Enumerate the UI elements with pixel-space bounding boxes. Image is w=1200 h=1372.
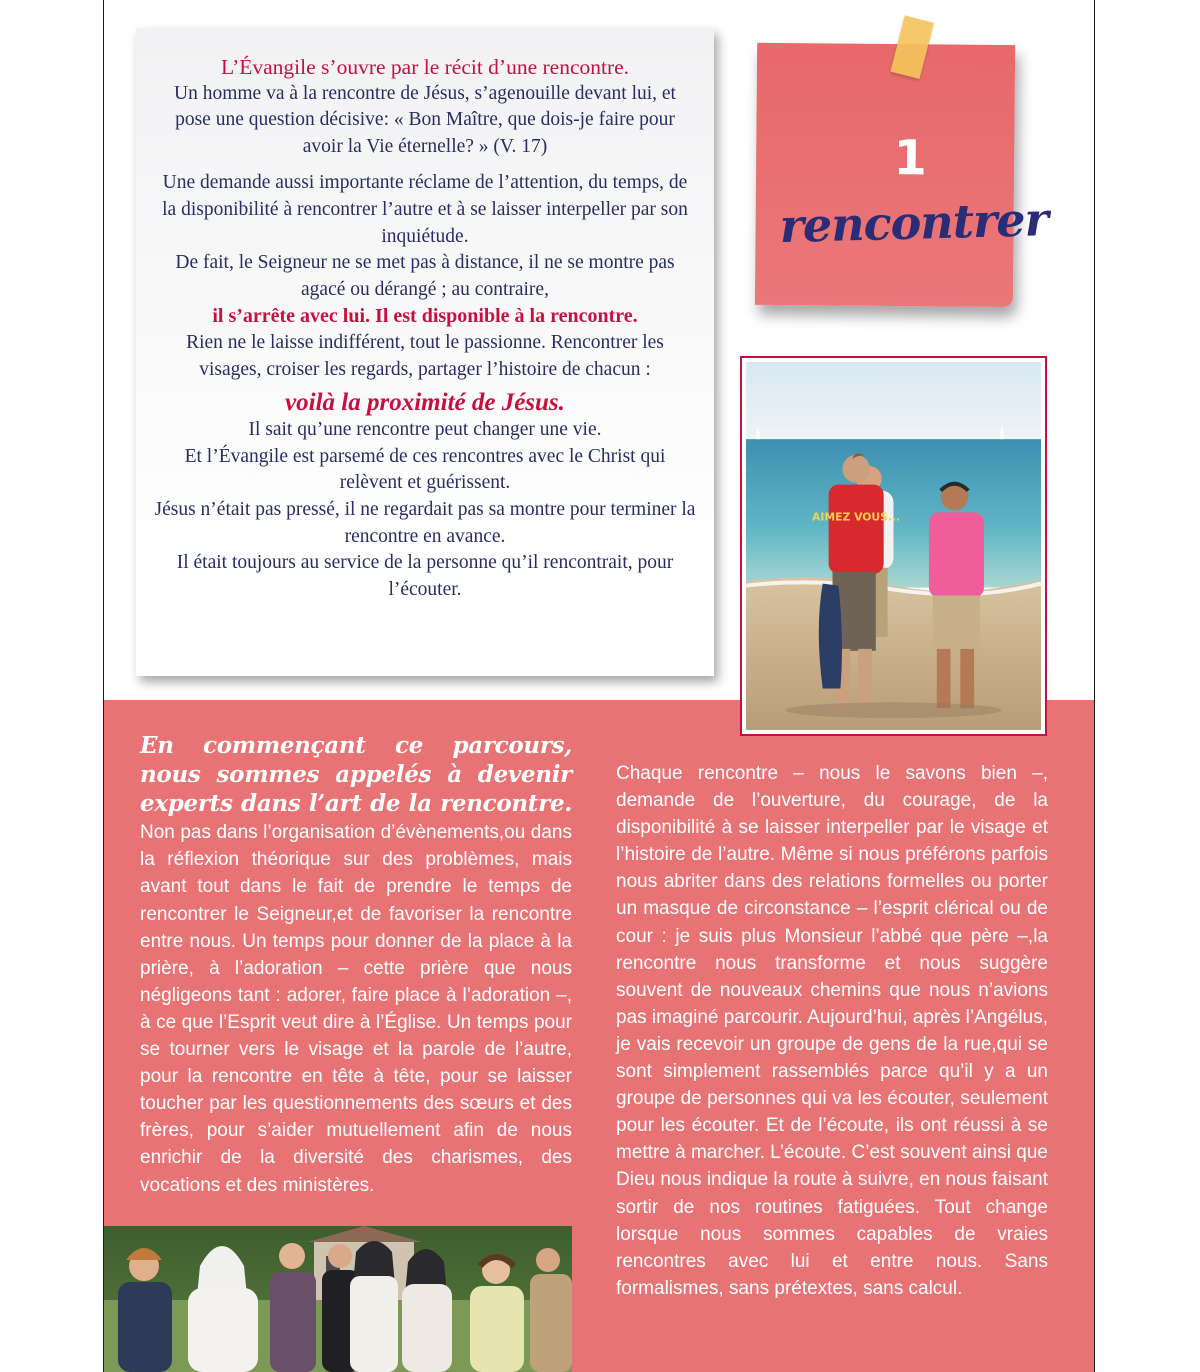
left-column-lead: En commençant ce parcours, nous sommes appelés à devenir experts dans l’art de la rencontre. <box>140 732 572 818</box>
intro-headline: L’Évangile s’ouvre par le récit d’une rencontre. <box>220 55 630 79</box>
right-column <box>616 760 1048 1302</box>
beach-photo <box>740 356 1047 736</box>
intro-script-line: voilà la proximité de Jésus. <box>285 389 565 417</box>
right-column-body: Chaque rencontre – nous le savons bien –, demande de l’ouverture, du courage, de la disponibilité à se laisser interpeller par le visage et l’histoire de l’autre. Même si nous préférons parfois nous abriter dans des relations formelles ou porter un masque de circonstance – l’esprit clérical ou de cour : je suis plus Monsieur l’abbé que père –,la rencontre nous transforme et nous suggère souvent de nouveaux chemins que nous n’avions pas imaginé parcourir. Aujourd’hui, après l’Angélus, je vais recevoir un groupe de gens de la rue,qui se sont simplement rassemblés parce qu’il y a un groupe de personnes qui va les écouter, seulement pour les écouter. Et de l’écoute, ils ont réussi à se mettre à marcher. L’écoute. C’est souvent ainsi que Dieu nous indique la route à suivre, en nous faisant sortir de nos routines fatiguées. Tout change lorsque nous sommes capables de vraies rencontres avec lui et entre nous. Sans formalismes, sans prétextes, sans calcul. <box>616 763 1048 1299</box>
intro-paragraph-4a: Il sait qu’une rencontre peut changer une vie. <box>248 419 602 441</box>
left-column-body: Non pas dans l’organisation d’évènements,ou dans la réflexion théorique sur des problèmes, mais avant tout dans le fait de prendre le temps de rencontrer le Seigneur,et de favoriser la rencontre entre nous. Un temps pour donner de la place à la prière, à l’adoration – cette prière que nous négligeons tant : adorer, faire place à l’adoration –, à ce que l’Esprit veut dire à l’Église. Un temps pour se tourner vers le visage et la parole de l’autre, pour la rencontre en tête à tête, pour se laisser toucher par les questionnements des sœurs et des frères, pour s’aider mutuellement afin de nous enrichir de la diversité des charismes, des vocations et des ministères. <box>140 822 572 1196</box>
intro-paragraph-3: Rien ne le laisse indifférent, tout le passionne. Rencontrer les visages, croiser les regards, partager l’histoire de chacun : <box>186 331 664 380</box>
sticky-note <box>755 43 1049 317</box>
step-number: 1 <box>893 130 928 187</box>
intro-paragraph-4b: Et l’Évangile est parsemé de ces rencontres avec le Christ qui relèvent et guérissent. <box>184 445 666 494</box>
intro-card <box>136 28 714 676</box>
group-photo <box>104 1226 572 1372</box>
group-illustration <box>104 1226 572 1372</box>
beach-illustration <box>746 362 1041 730</box>
intro-paragraph-2b: De fait, le Seigneur ne se met pas à distance, il ne se montre pas agacé ou dérangé ; au contraire, <box>175 252 675 300</box>
left-column-paragraph <box>140 732 572 1199</box>
spacer <box>154 160 696 170</box>
intro-paragraph-1: Un homme va à la rencontre de Jésus, s’agenouille devant lui, et pose une question décisive: « Bon Maître, que dois-je faire pour avoir la Vie éternelle? » (V. 17) <box>174 82 676 157</box>
intro-paragraph-4c: Jésus n’était pas pressé, il ne regardait pas sa montre pour terminer la rencontre en avance. <box>154 498 696 547</box>
intro-highlight: il s’arrête avec lui. Il est disponible à la rencontre. <box>212 305 638 328</box>
step-title: rencontrer <box>778 192 1049 254</box>
tshirt-text: AIMEZ VOUS... <box>812 510 901 524</box>
intro-paragraph-2a: Une demande aussi importante réclame de l’attention, du temps, de la disponibilité à rencontrer l’autre et à se laisser interpeller par son inquiétude. <box>162 172 688 247</box>
intro-paragraph-4d: Il était toujours au service de la personne qu’il rencontrait, pour l’écouter. <box>176 552 674 600</box>
left-column <box>140 732 572 1199</box>
